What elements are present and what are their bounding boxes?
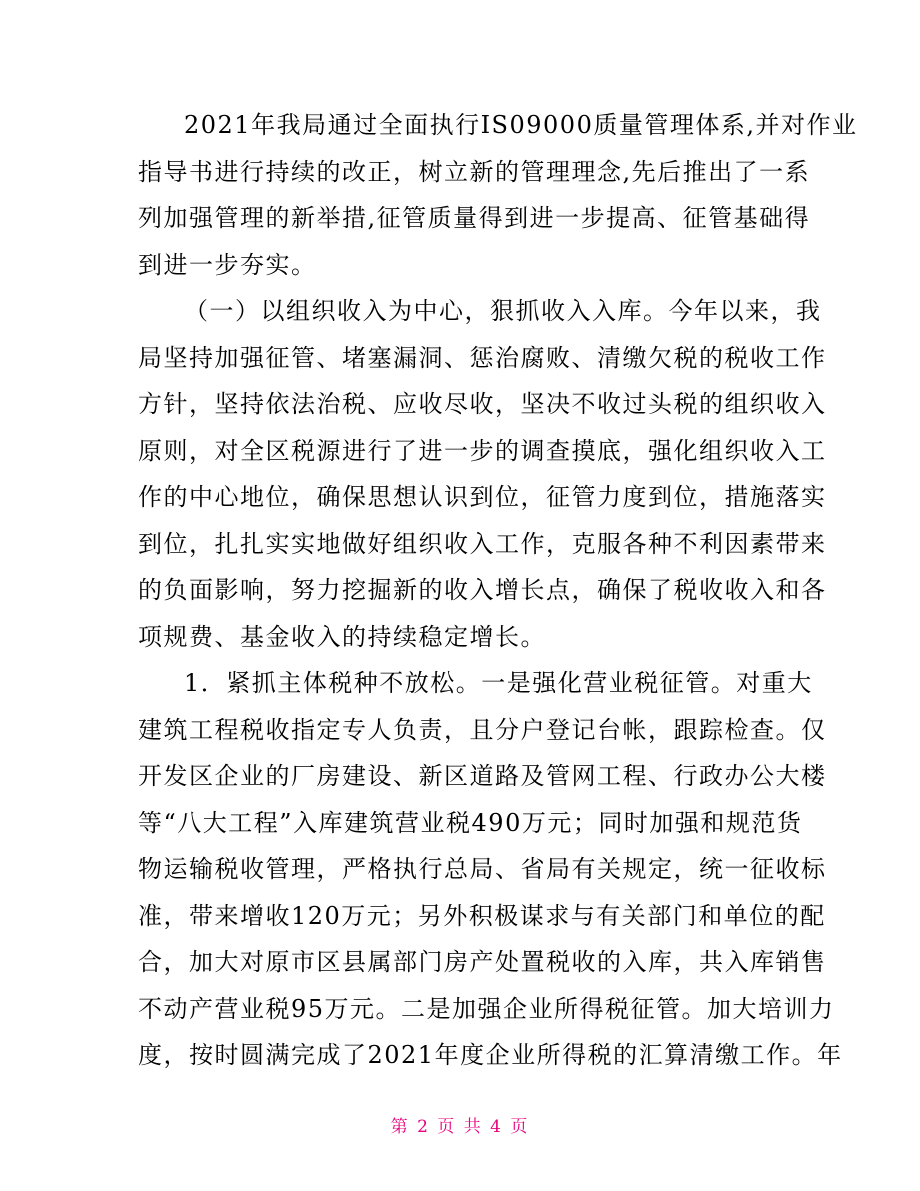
text-line: 的负面影响，努力挖掘新的收入增长点，确保了税收收入和各 — [138, 576, 827, 604]
text-line: 不动产营业税95万元。二是加强企业所得税征管。加大培训力 — [138, 994, 835, 1023]
text-line: 准，带来增收120万元；另外积极谋求与有关部门和单位的配 — [138, 901, 826, 930]
text-line: 到位，扎扎实实地做好组织收入工作，克服各种不利因素带来 — [138, 529, 827, 558]
text-line: 物运输税收管理，严格执行总局、省局有关规定，统一征收标 — [138, 855, 827, 883]
text-line: 建筑工程税收指定专人负责，且分户登记台帐，跟踪检查。仅 — [138, 715, 827, 744]
text-line: 局坚持加强征管、堵塞漏洞、惩治腐败、清缴欠税的税收工作 — [138, 343, 827, 372]
text-line: 列加强管理的新举措,征管质量得到进一步提高、征管基础得 — [138, 204, 811, 232]
text-line: 作的中心地位，确保思想认识到位，征管力度到位，措施落实 — [138, 483, 827, 511]
document-body — [138, 102, 858, 1079]
text-line: 合，加大对原市区县属部门房产处置税收的入库，共入库销售 — [138, 948, 827, 976]
text-line: 项规费、基金收入的持续稳定增长。 — [138, 622, 546, 651]
text-line: 1．紧抓主体税种不放松。一是强化营业税征管。对重大 — [184, 669, 813, 697]
page-number-footer: 第 2 页 共 4 页 — [390, 1117, 530, 1137]
text-line: 等“八大工程”入库建筑营业税490万元；同时加强和规范货 — [138, 808, 803, 837]
text-line: 2021年我局通过全面执行IS09000质量管理体系,并对作业 — [184, 111, 858, 139]
text-line: 指导书进行持续的改正，树立新的管理理念,先后推出了一系 — [138, 157, 811, 186]
text-line: 方针，坚持依法治税、应收尽收，坚决不收过头税的组织收入 — [138, 390, 827, 418]
text-line: 原则，对全区税源进行了进一步的调查摸底，强化组织收入工 — [138, 436, 827, 465]
paragraph-3 — [138, 660, 843, 1079]
text-line: 开发区企业的厂房建设、新区道路及管网工程、行政办公大楼 — [138, 762, 827, 790]
text-line: 到进一步夯实。 — [138, 250, 317, 279]
text-line: （一）以组织收入为中心，狠抓收入入库。今年以来，我 — [184, 297, 822, 325]
paragraph-1 — [138, 102, 858, 288]
paragraph-2 — [138, 288, 827, 660]
text-line: 度，按时圆满完成了2021年度企业所得税的汇算清缴工作。年 — [138, 1041, 843, 1069]
